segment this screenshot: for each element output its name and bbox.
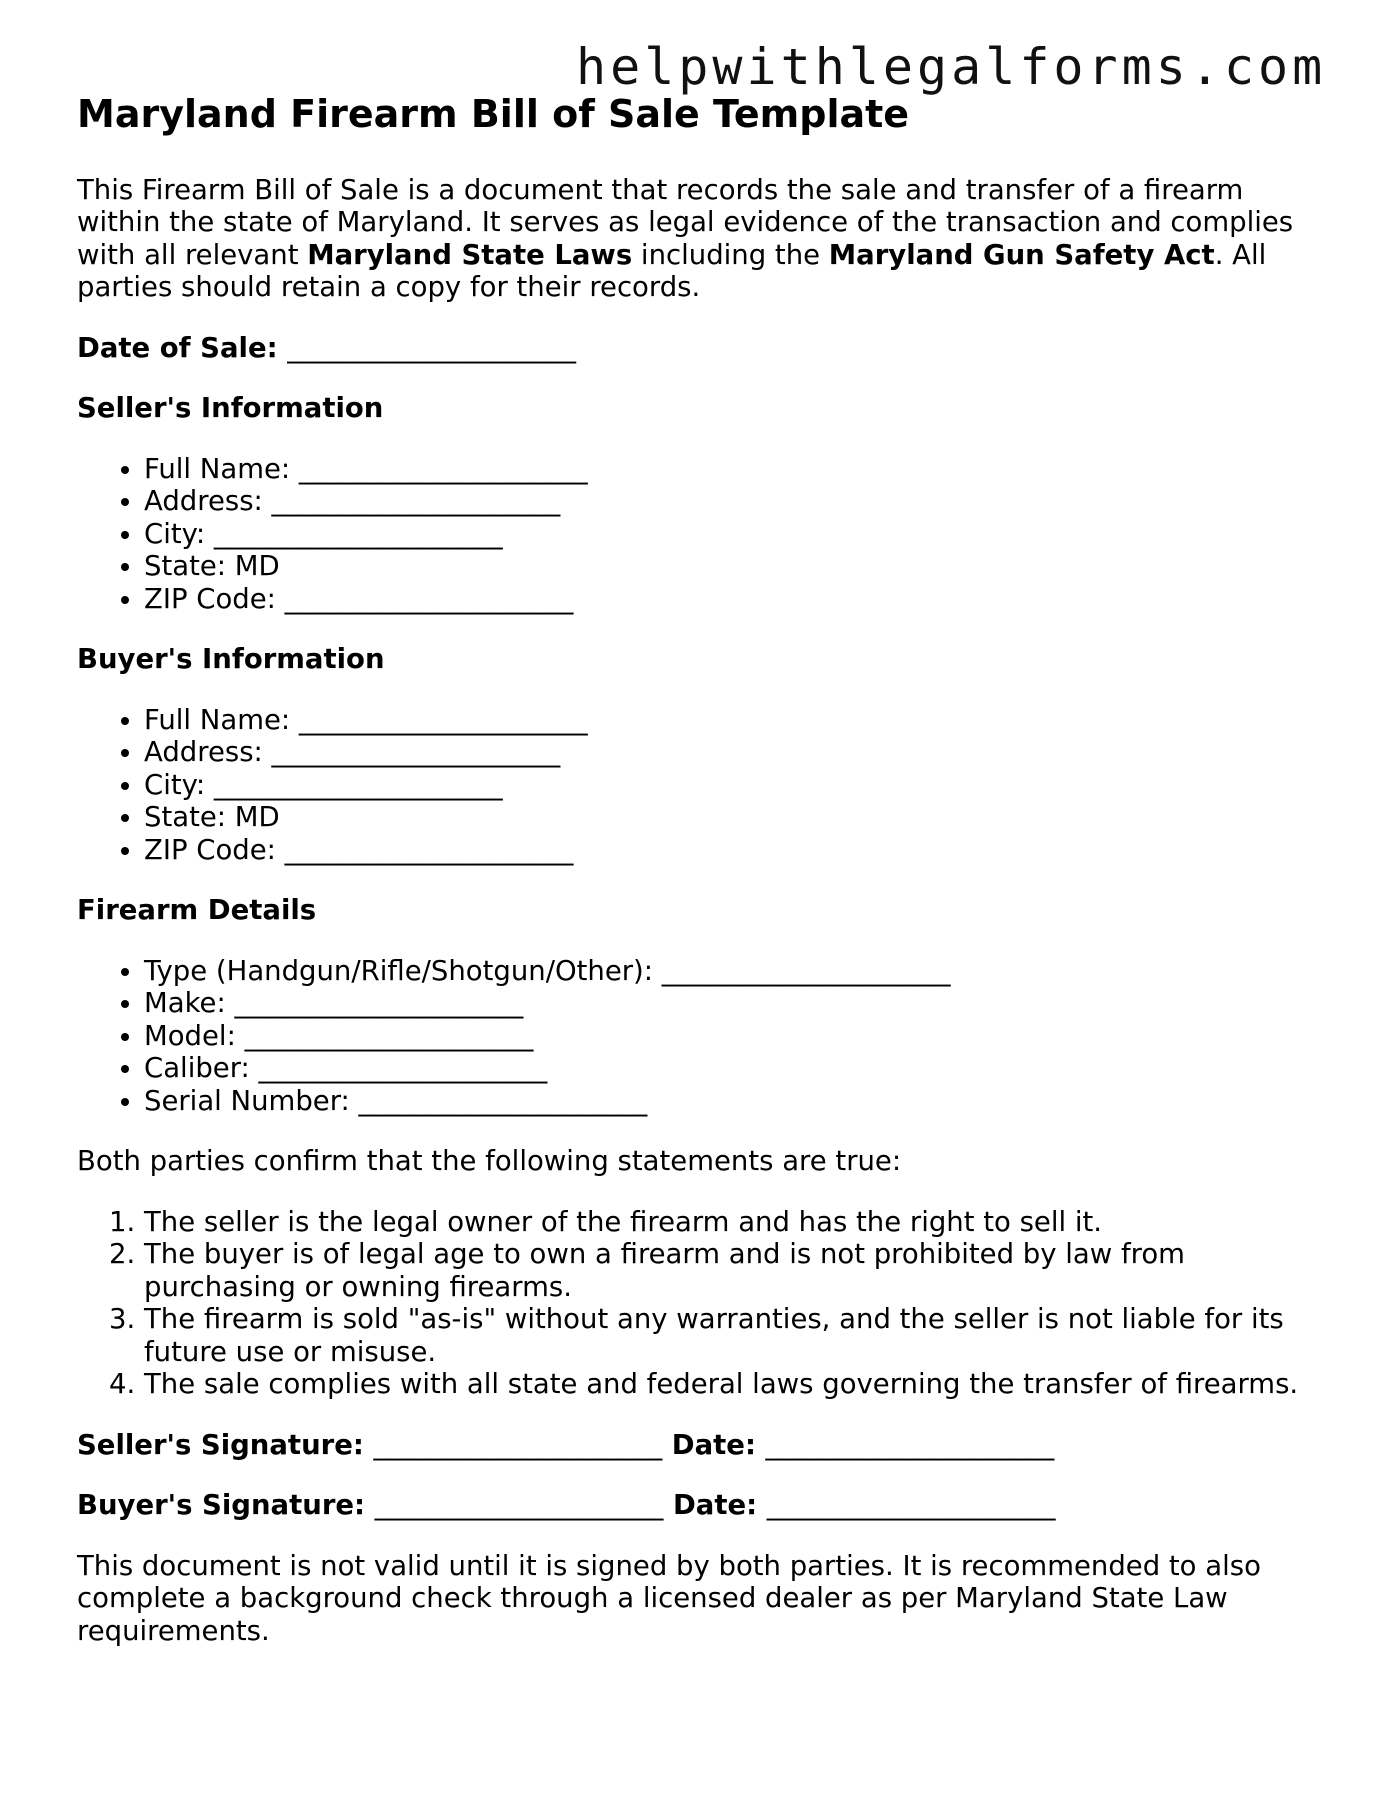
statements-list: [77, 1206, 1317, 1401]
statement-item: 1. The seller is the legal owner of the firearm and has the right to sell it.: [144, 1206, 1317, 1239]
seller-signature-label: Seller's Signature:: [77, 1428, 364, 1461]
document-page: [77, 92, 1317, 1647]
firearm-type[interactable]: • Type (Handgun/Rifle/Shotgun/Other): _____________________: [144, 955, 1317, 988]
intro-bold-state-laws: Maryland State Laws: [307, 238, 633, 271]
buyer-zip[interactable]: • ZIP Code: _____________________: [144, 834, 1317, 867]
firearm-make[interactable]: • Make: _____________________: [144, 987, 1317, 1020]
statement-item: 4. The sale complies with all state and federal laws governing the transfer of firearms.: [144, 1368, 1317, 1401]
seller-signature-blank[interactable]: _____________________: [373, 1428, 663, 1461]
buyer-signature-label: Buyer's Signature:: [77, 1489, 366, 1522]
seller-date-blank[interactable]: _____________________: [765, 1428, 1055, 1461]
seller-signature-row: [77, 1429, 1317, 1462]
firearm-model[interactable]: • Model: _____________________: [144, 1020, 1317, 1053]
firearm-list: [77, 955, 1317, 1118]
page-title: Maryland Firearm Bill of Sale Template: [77, 92, 910, 136]
confirm-intro: Both parties confirm that the following statements are true:: [77, 1145, 902, 1178]
seller-list: [77, 453, 1317, 616]
statement-item: 2. The buyer is of legal age to own a firearm and is not prohibited by law from purchasing or owning firearms.: [144, 1238, 1317, 1303]
watermark: helpwithlegalforms.com: [576, 38, 1327, 96]
buyer-date-blank[interactable]: _____________________: [766, 1489, 1056, 1522]
intro-text-1: This Firearm Bill of Sale is a document that records the sale and transfer of a firearm within the state of Maryland. It serves as legal evidence of the transaction and complies with all relevant: [77, 173, 1294, 271]
seller-date-label: Date:: [671, 1428, 756, 1461]
firearm-serial-number[interactable]: • Serial Number: _____________________: [144, 1085, 1317, 1118]
buyer-address[interactable]: • Address: _____________________: [144, 736, 1317, 769]
buyer-list: [77, 704, 1317, 867]
firearm-caliber[interactable]: • Caliber: _____________________: [144, 1052, 1317, 1085]
buyer-state: • State: MD: [144, 801, 1317, 834]
date-of-sale-blank[interactable]: _____________________: [287, 331, 576, 364]
seller-state: • State: MD: [144, 550, 1317, 583]
statement-item: 3. The firearm is sold "as-is" without any warranties, and the seller is not liable for its future use or misuse.: [144, 1303, 1317, 1368]
buyer-full-name[interactable]: • Full Name: _____________________: [144, 704, 1317, 737]
footer-note: This document is not valid until it is signed by both parties. It is recommended to also complete a background check through a licensed dealer as per Maryland State Law requirements.: [77, 1549, 1261, 1647]
intro-text-3: . All parties should retain a copy for their records.: [77, 238, 1267, 304]
buyer-city[interactable]: • City: _____________________: [144, 769, 1317, 802]
seller-zip[interactable]: • ZIP Code: _____________________: [144, 583, 1317, 616]
buyer-date-label: Date:: [672, 1489, 758, 1522]
buyer-signature-blank[interactable]: _____________________: [374, 1489, 664, 1522]
seller-address[interactable]: • Address: _____________________: [144, 485, 1317, 518]
seller-city[interactable]: • City: _____________________: [144, 518, 1317, 551]
firearm-heading: Firearm Details: [77, 894, 317, 927]
seller-heading: Seller's Information: [77, 392, 384, 425]
date-of-sale-field: [77, 332, 1317, 365]
buyer-signature-row: [77, 1489, 1317, 1522]
seller-full-name[interactable]: • Full Name: _____________________: [144, 453, 1317, 486]
intro-text-2: including the: [632, 238, 829, 271]
intro-paragraph: [77, 174, 1317, 304]
date-of-sale-label: Date of Sale:: [77, 331, 278, 364]
buyer-heading: Buyer's Information: [77, 643, 385, 676]
intro-bold-gun-safety-act: Maryland Gun Safety Act: [828, 238, 1215, 271]
